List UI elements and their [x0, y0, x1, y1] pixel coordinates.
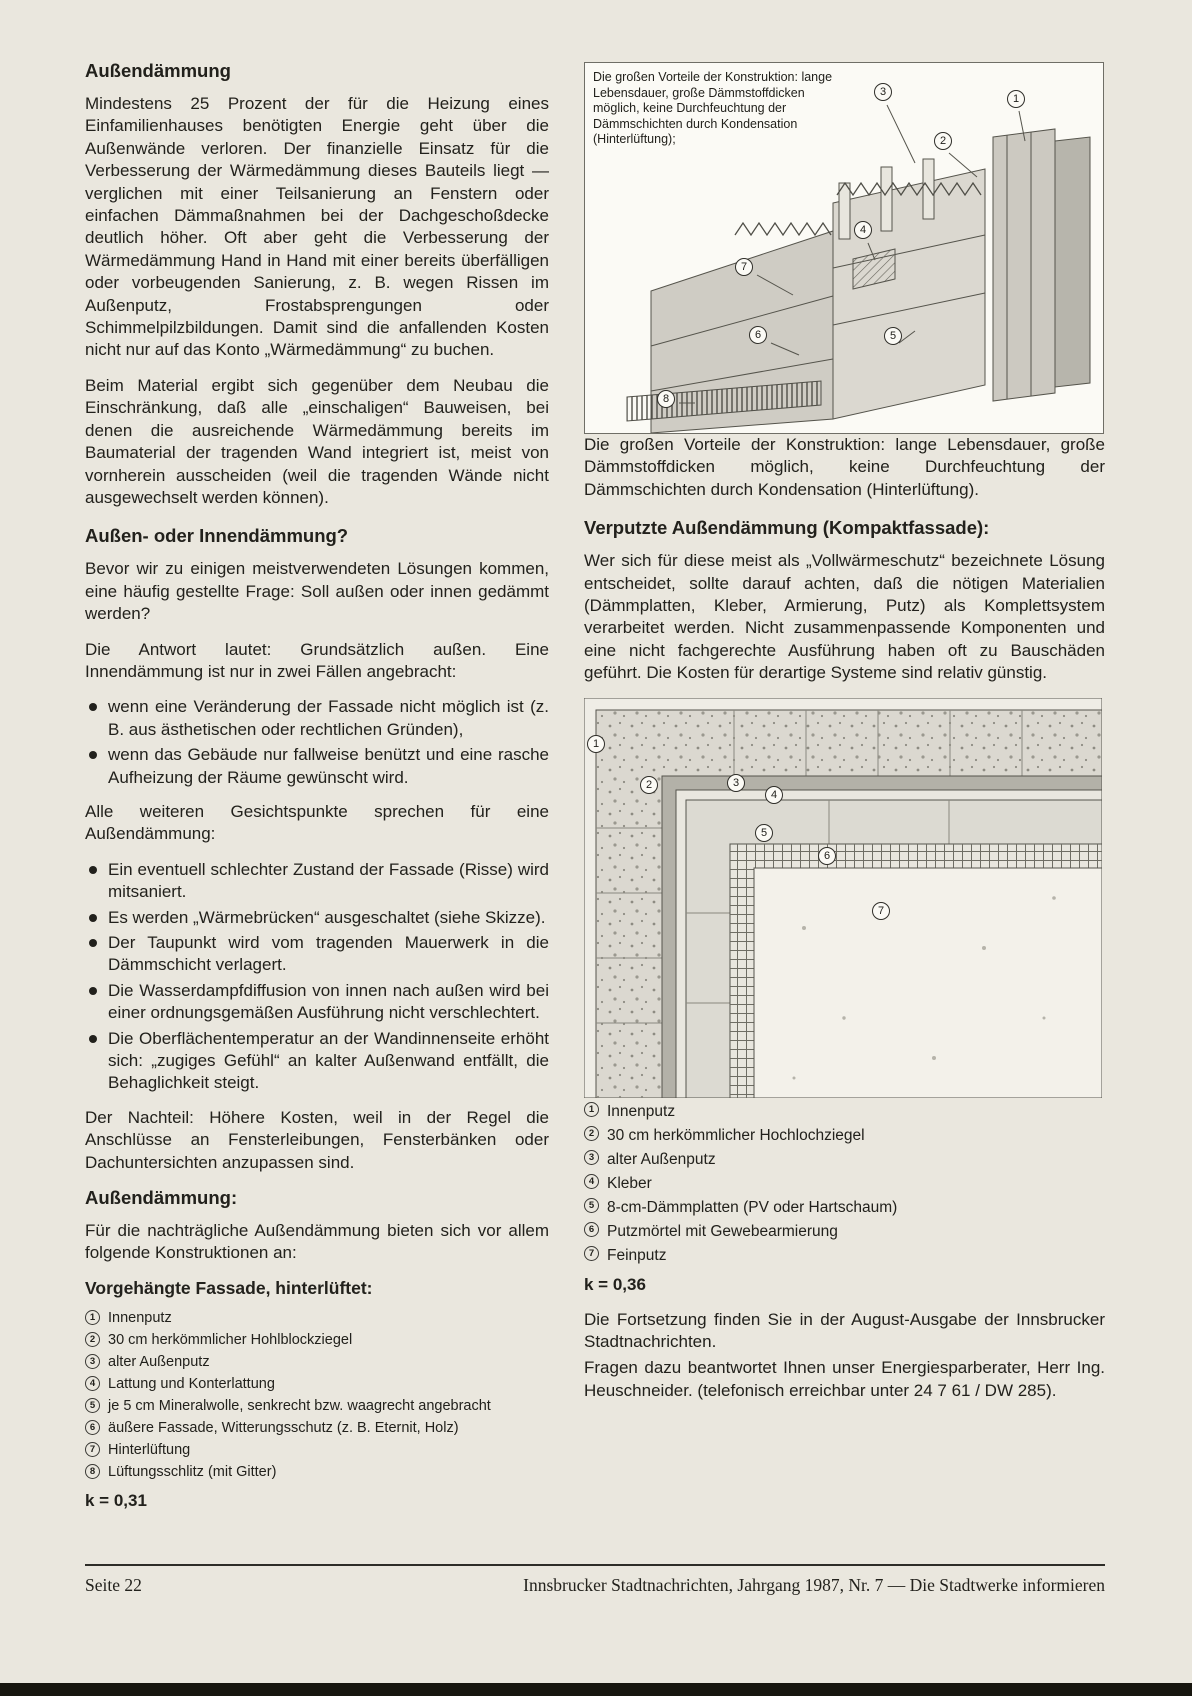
heading-aussendaemmung-2: Außendämmung:: [85, 1187, 238, 1209]
circled-number-icon: 3: [584, 1150, 599, 1165]
legend-item-text: alter Außenputz: [108, 1353, 210, 1370]
heading-vorgehaengte-fassade: Vorgehängte Fassade, hinterlüftet:: [85, 1277, 373, 1298]
circled-number-icon: 1: [85, 1310, 100, 1325]
circled-number-icon: 7: [85, 1442, 100, 1457]
bullet-icon: [89, 866, 97, 874]
circled-number-icon: 6: [584, 1222, 599, 1237]
continuation-note: Die Fortsetzung finden Sie in der August-Ausgabe der Innsbrucker Stadtnachrichten.: [584, 1309, 1105, 1352]
legend-item-text: Innenputz: [607, 1102, 676, 1120]
figure-callout: 7: [872, 902, 890, 920]
circled-number-icon: 5: [584, 1198, 599, 1213]
list-item-text: wenn das Gebäude nur fallweise benützt und eine rasche Aufheizung der Räume gewünscht wird.: [108, 745, 549, 787]
legend-item: [584, 1100, 1105, 1123]
legend-item-text: Kleber: [607, 1174, 652, 1192]
paragraph: Der Nachteil: Höhere Kosten, weil in der Regel die Anschlüsse an Fensterleibungen, Fensterbänken oder Dachuntersichten anzupassen sind.: [85, 1107, 549, 1172]
list-item-text: Die Oberflächentemperatur an der Wandinnenseite erhöht sich: „zugiges Gefühl“ an kalter Außenwand entfällt, die Behaglichkeit steigt.: [108, 1028, 549, 1093]
list-item: [89, 859, 549, 904]
legend-item-text: Innenputz: [108, 1309, 172, 1326]
legend-item-text: je 5 cm Mineralwolle, senkrecht bzw. waagrecht angebracht: [108, 1397, 491, 1414]
circled-number-icon: 5: [85, 1398, 100, 1413]
figure1-description: Die großen Vorteile der Konstruktion: lange Lebensdauer, große Dämmstoffdicken möglich, keine Durchfeuchtung der Dämmschichten durch Kondensation (Hinterlüftung).: [584, 435, 1105, 499]
circled-number-icon: 2: [85, 1332, 100, 1347]
figure-callout: 5: [884, 327, 902, 345]
outer-insulation-benefits-list: [89, 859, 549, 1095]
list-item: [89, 932, 549, 977]
legend-item-text: Hinterlüftung: [108, 1441, 191, 1458]
list-item: [89, 980, 549, 1025]
legend-item-text: 8-cm-Dämmplatten (PV oder Hartschaum): [607, 1198, 898, 1216]
contact-note: Fragen dazu beantwortet Ihnen unser Energiesparberater, Herr Ing. Heuschneider. (telefonisch erreichbar unter 24 7 61 / DW 285).: [584, 1358, 1105, 1400]
circled-number-icon: 2: [584, 1126, 599, 1141]
legend-item-text: Putzmörtel mit Gewebearmierung: [607, 1222, 838, 1240]
legend-item: [85, 1308, 549, 1329]
left-column: [85, 56, 549, 1525]
paragraph: Beim Material ergibt sich gegenüber dem Neubau die Einschränkung, daß alle „einschaligen“ Bauweisen, bei denen die ausreichende Wärmedämmung bereits im Baumaterial der tragenden Wand integriert ist, meist von vornherein ausscheiden (weil die tragenden Wände nicht ausgewechselt werden können).: [85, 375, 549, 507]
figure-callout: 6: [749, 326, 767, 344]
footer-divider: [85, 1564, 1105, 1566]
bullet-icon: [89, 939, 97, 947]
figure-callout: 8: [657, 390, 675, 408]
legend-item-text: äußere Fassade, Witterungsschutz (z. B. Eternit, Holz): [108, 1419, 459, 1436]
legend-item: [584, 1148, 1105, 1171]
bullet-icon: [89, 703, 97, 711]
figure-callout: 5: [755, 824, 773, 842]
legend-item-text: Lüftungsschlitz (mit Gitter): [108, 1463, 277, 1480]
list-item-text: Die Wasserdampfdiffusion von innen nach außen wird bei einer ordnungsgemäßen Ausführung nicht verschlechtert.: [108, 980, 549, 1023]
figure-callout: 2: [640, 776, 658, 794]
figure-callout: 2: [934, 132, 952, 150]
bottom-black-bar: [0, 1683, 1192, 1696]
list-item-text: Der Taupunkt wird vom tragenden Mauerwerk in die Dämmschicht verlagert.: [108, 933, 549, 975]
legend-item: [85, 1330, 549, 1351]
bullet-icon: [89, 1035, 97, 1043]
k-value: k = 0,31: [85, 1490, 147, 1510]
figure-callout: 4: [765, 786, 783, 804]
circled-number-icon: 8: [85, 1464, 100, 1479]
circled-number-icon: 7: [584, 1246, 599, 1261]
legend-item: [584, 1220, 1105, 1243]
construction-legend-1: [85, 1308, 549, 1483]
legend-item: [584, 1124, 1105, 1147]
paragraph: Wer sich für diese meist als „Vollwärmeschutz“ bezeichnete Lösung entscheidet, sollte darauf achten, daß die nötigen Materialien (Dämmplatten, Kleber, Armierung, Putz) als Komplettsystem verarbeitet werden. Nicht zusammenpassende Komponenten und eine nicht fachgerechte Ausführung haben oft zu Bauschäden geführt. Die Kosten für derartige Systeme sind relativ günstig.: [584, 551, 1105, 683]
legend-item-text: alter Außenputz: [607, 1150, 716, 1168]
construction-legend-2: [584, 1100, 1105, 1267]
circled-number-icon: 3: [85, 1354, 100, 1369]
figure-callout: 3: [874, 83, 892, 101]
kompaktfassade-drawing: [584, 698, 1102, 1098]
inner-insulation-cases-list: [89, 696, 549, 789]
paragraph: Bevor wir zu einigen meistverwendeten Lösungen kommen, eine häufig gestellte Frage: Soll außen oder innen gedämmt werden?: [85, 559, 549, 624]
legend-item: [584, 1196, 1105, 1219]
legend-item-text: 30 cm herkömmlicher Hohlblockziegel: [108, 1331, 353, 1348]
publication-info: Innsbrucker Stadtnachrichten, Jahrgang 1987, Nr. 7 — Die Stadtwerke informieren: [523, 1575, 1105, 1595]
legend-item: [85, 1352, 549, 1373]
page-number: Seite 22: [85, 1575, 142, 1595]
legend-item: [85, 1440, 549, 1461]
bullet-icon: [89, 914, 97, 922]
circled-number-icon: 1: [584, 1102, 599, 1117]
list-item-text: Ein eventuell schlechter Zustand der Fassade (Risse) wird mitsaniert.: [108, 859, 549, 902]
bullet-icon: [89, 987, 97, 995]
right-column: [584, 62, 1105, 1415]
legend-item: [85, 1396, 549, 1417]
figure-callout: 4: [854, 221, 872, 239]
heading-aussen-oder-innen: Außen- oder Innendämmung?: [85, 525, 349, 547]
list-item: [89, 744, 549, 789]
heading-aussendaemmung: Außendämmung: [85, 60, 231, 81]
legend-item: [584, 1172, 1105, 1195]
list-item: [89, 907, 549, 929]
figure-callout: 3: [727, 774, 745, 792]
heading-kompaktfassade: Verputzte Außendämmung (Kompaktfassade):: [584, 517, 990, 539]
legend-item-text: Lattung und Konterlattung: [108, 1375, 275, 1392]
paragraph: Mindestens 25 Prozent der für die Heizung eines Einfamilienhauses benötigten Energie geht über die Außenwände verloren. Der finanzielle Einsatz für die Verbesserung der Wärmedämmung dieses Bauteils liegt — verglichen mit einer Teilsanierung an Fenstern oder einfachen Dämmaßnahmen bei der Dachgeschoßdecke deutlich höher. Oft aber geht die Verbesserung der Wärmedämmung Hand in Hand mit einer bereits überfälligen oder vorbeugenden Sanierung, z. B. wegen Rissen im Außenputz, Frostabsprengungen oder Schimmelpilzbildungen. Damit sind die anfallenden Kosten nicht nur auf das Konto „Wärmedämmung“ zu buchen.: [85, 94, 549, 360]
figure-hinterlueftete-fassade: [584, 62, 1104, 434]
list-item: [89, 1028, 549, 1095]
list-item-text: wenn eine Veränderung der Fassade nicht möglich ist (z. B. aus ästhetischen oder rechtlichen Gründen),: [108, 697, 549, 739]
figure-callout: 7: [735, 258, 753, 276]
paragraph: Die Antwort lautet: Grundsätzlich außen. Eine Innendämmung ist nur in zwei Fällen angebracht:: [85, 639, 549, 681]
legend-item: [85, 1462, 549, 1483]
list-item: [89, 696, 549, 741]
circled-number-icon: 4: [584, 1174, 599, 1189]
paragraph: Für die nachträgliche Außendämmung bieten sich vor allem folgende Konstruktionen an:: [85, 1221, 549, 1263]
page-footer: [85, 1564, 1105, 1596]
figure-callout: 1: [1007, 90, 1025, 108]
bullet-icon: [89, 751, 97, 759]
legend-item: [85, 1418, 549, 1439]
circled-number-icon: 4: [85, 1376, 100, 1391]
circled-number-icon: 6: [85, 1420, 100, 1435]
legend-item: [85, 1374, 549, 1395]
figure-caption: Die großen Vorteile der Konstruktion: lange Lebensdauer, große Dämmstoffdicken möglich, keine Durchfeuchtung der Dämmschichten durch Kondensation (Hinterlüftung);: [593, 70, 833, 146]
figure-callout: 1: [587, 735, 605, 753]
legend-item: [584, 1244, 1105, 1267]
paragraph: Alle weiteren Gesichtspunkte sprechen für eine Außendämmung:: [85, 801, 549, 844]
legend-item-text: Feinputz: [607, 1246, 667, 1264]
legend-item-text: 30 cm herkömmlicher Hochlochziegel: [607, 1126, 865, 1144]
list-item-text: Es werden „Wärmebrücken“ ausgeschaltet (siehe Skizze).: [108, 907, 546, 927]
figure-kompaktfassade: [584, 698, 1102, 1098]
k-value: k = 0,36: [584, 1274, 646, 1294]
figure-callout: 6: [818, 847, 836, 865]
